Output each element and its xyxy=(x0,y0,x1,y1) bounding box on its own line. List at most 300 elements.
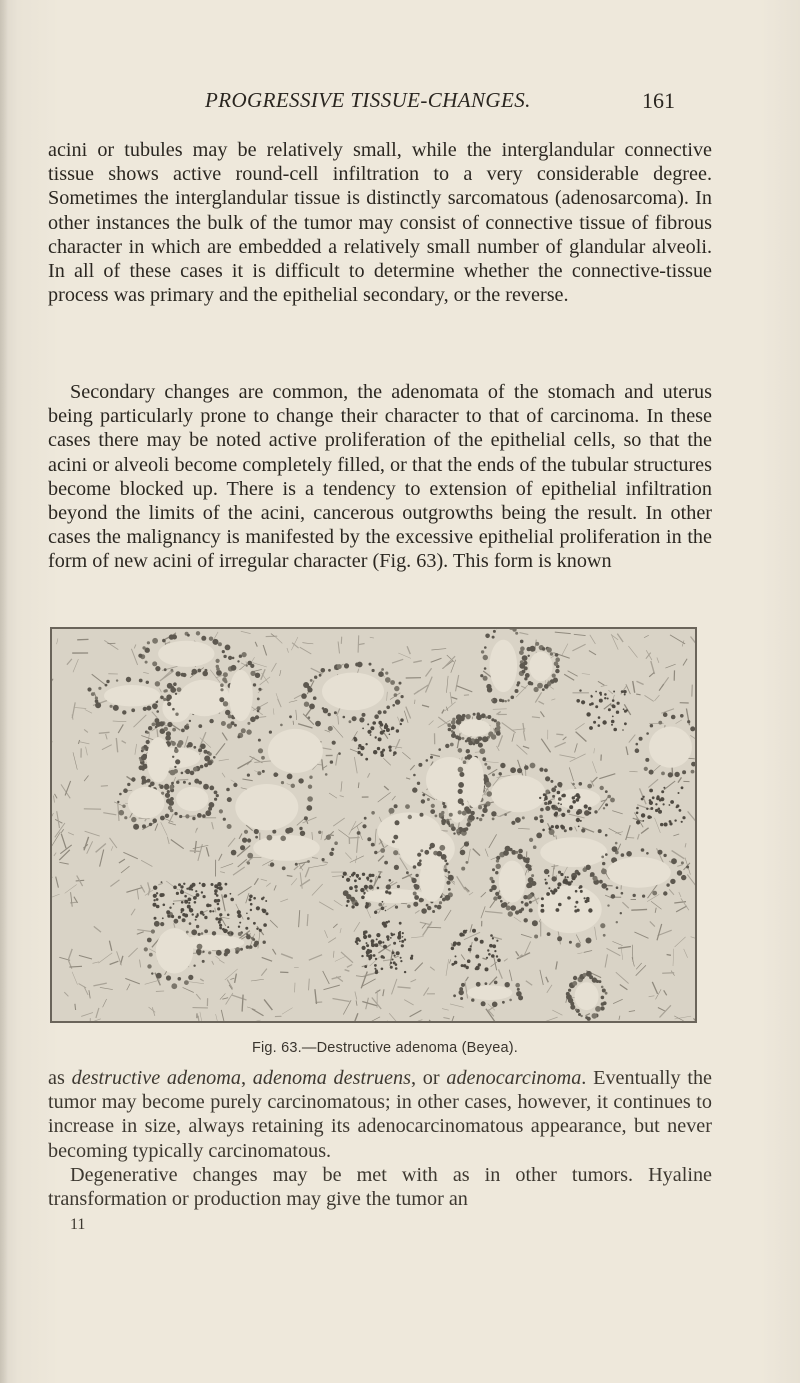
epithelial-cell xyxy=(497,726,501,730)
epithelial-cell xyxy=(601,856,604,859)
epithelial-cell xyxy=(446,863,449,866)
epithelial-cell xyxy=(197,952,201,956)
epithelial-cell xyxy=(273,772,278,777)
running-title: PROGRESSIVE TISSUE-CHANGES. xyxy=(205,88,531,112)
epithelial-cell xyxy=(663,891,667,895)
epithelial-cell xyxy=(621,853,625,857)
epithelial-cell xyxy=(621,892,624,895)
epithelial-cell xyxy=(200,744,206,750)
cluster-cell xyxy=(211,883,214,886)
epithelial-cell xyxy=(152,703,158,709)
epithelial-cell xyxy=(496,864,501,869)
epithelial-cell xyxy=(181,729,185,733)
epithelial-cell xyxy=(246,945,250,949)
epithelial-cell xyxy=(573,976,577,980)
epithelial-cell xyxy=(401,695,404,698)
cluster-cell xyxy=(153,903,157,907)
epithelial-cell xyxy=(119,793,122,796)
epithelial-cell xyxy=(249,945,253,949)
epithelial-cell xyxy=(168,800,174,806)
epithelial-cell xyxy=(690,726,695,731)
epithelial-cell xyxy=(687,720,690,723)
epithelial-cell xyxy=(595,1006,601,1012)
epithelial-cell xyxy=(172,756,174,758)
cluster-cell xyxy=(569,827,573,831)
epithelial-cell xyxy=(485,634,490,639)
cluster-cell xyxy=(649,801,653,805)
cluster-cell xyxy=(382,922,386,926)
cluster-cell xyxy=(486,957,488,959)
cluster-cell xyxy=(641,813,645,817)
cluster-cell xyxy=(399,931,401,933)
epithelial-cell xyxy=(397,885,400,888)
epithelial-cell xyxy=(208,807,212,811)
epithelial-cell xyxy=(188,782,191,785)
epithelial-cell xyxy=(253,943,257,947)
cluster-cell xyxy=(262,909,265,912)
epithelial-cell xyxy=(269,731,272,734)
cluster-cell xyxy=(584,804,588,808)
epithelial-cell xyxy=(394,804,398,808)
epithelial-cell xyxy=(223,655,226,658)
cluster-cell xyxy=(256,906,260,910)
epithelial-cell xyxy=(421,799,425,803)
cluster-cell xyxy=(217,907,220,910)
epithelial-cell xyxy=(530,763,536,769)
cluster-cell xyxy=(184,914,188,918)
epithelial-cell xyxy=(216,659,220,663)
epithelial-cell xyxy=(313,696,317,700)
cluster-cell xyxy=(558,903,562,907)
epithelial-cell xyxy=(182,673,186,677)
epithelial-cell xyxy=(590,872,595,877)
epithelial-cell xyxy=(301,693,307,699)
epithelial-cell xyxy=(605,834,608,837)
epithelial-cell xyxy=(165,689,168,692)
cluster-cell xyxy=(362,728,364,730)
epithelial-cell xyxy=(160,922,164,926)
cluster-cell xyxy=(227,932,230,935)
epithelial-cell xyxy=(187,742,192,747)
epithelial-cell xyxy=(395,906,398,909)
cluster-cell xyxy=(259,929,262,932)
cluster-cell xyxy=(650,807,653,810)
cluster-cell xyxy=(250,909,252,911)
epithelial-cell xyxy=(666,883,669,886)
cluster-cell xyxy=(602,720,606,724)
epithelial-cell xyxy=(479,748,485,754)
epithelial-cell xyxy=(298,778,303,783)
cluster-cell xyxy=(250,903,253,906)
cluster-cell xyxy=(647,815,651,819)
epithelial-cell xyxy=(515,817,521,823)
cluster-cell xyxy=(375,969,378,972)
epithelial-cell xyxy=(603,934,606,937)
epithelial-cell xyxy=(198,933,201,936)
epithelial-cell xyxy=(438,748,441,751)
epithelial-cell xyxy=(357,662,363,668)
epithelial-cell xyxy=(420,813,424,817)
acinus-lumen xyxy=(158,641,214,667)
epithelial-cell xyxy=(466,822,471,827)
acinus-lumen xyxy=(229,670,253,721)
cluster-cell xyxy=(613,691,615,693)
epithelial-cell xyxy=(616,886,619,889)
cluster-cell xyxy=(557,882,561,886)
cluster-cell xyxy=(363,935,367,939)
epithelial-cell xyxy=(507,699,509,701)
epithelial-cell xyxy=(545,776,550,781)
epithelial-cell xyxy=(208,951,211,954)
cluster-cell xyxy=(678,792,680,794)
epithelial-cell xyxy=(505,700,507,702)
cluster-cell xyxy=(541,904,544,907)
epithelial-cell xyxy=(616,921,618,923)
epithelial-cell xyxy=(524,918,528,922)
cluster-cell xyxy=(376,933,380,937)
cluster-cell xyxy=(178,883,181,886)
epithelial-cell xyxy=(314,676,317,679)
epithelial-cell xyxy=(602,862,605,865)
epithelial-cell xyxy=(451,730,454,733)
epithelial-cell xyxy=(159,721,164,726)
cluster-cell xyxy=(593,721,596,724)
epithelial-cell xyxy=(566,992,570,996)
epithelial-cell xyxy=(247,774,250,777)
epithelial-cell xyxy=(412,878,417,883)
epithelial-cell xyxy=(599,880,603,884)
cluster-cell xyxy=(230,898,234,902)
epithelial-cell xyxy=(175,713,178,716)
cluster-cell xyxy=(669,804,671,806)
cluster-cell xyxy=(253,897,256,900)
cluster-cell xyxy=(365,743,367,745)
epithelial-cell xyxy=(231,665,237,671)
cluster-cell xyxy=(599,699,603,703)
epithelial-cell xyxy=(227,723,232,728)
cluster-cell xyxy=(580,890,583,893)
cluster-cell xyxy=(219,886,223,890)
epithelial-cell xyxy=(287,774,293,780)
epithelial-cell xyxy=(471,998,474,1001)
cluster-cell xyxy=(545,796,547,798)
cluster-cell xyxy=(617,702,620,705)
epithelial-cell xyxy=(261,756,265,760)
cluster-cell xyxy=(588,807,592,811)
term-adenocarcinoma: adenocarcinoma xyxy=(446,1067,582,1089)
cluster-cell xyxy=(400,957,402,959)
cluster-cell xyxy=(375,736,377,738)
epithelial-cell xyxy=(237,735,240,738)
epithelial-cell xyxy=(263,941,266,944)
epithelial-cell xyxy=(162,639,166,643)
epithelial-cell xyxy=(677,870,682,875)
cluster-cell xyxy=(613,728,617,732)
epithelial-cell xyxy=(466,714,471,719)
epithelial-cell xyxy=(338,752,341,755)
epithelial-cell xyxy=(448,871,451,874)
epithelial-cell xyxy=(413,892,417,896)
cluster-cell xyxy=(358,744,361,747)
epithelial-cell xyxy=(466,861,469,864)
epithelial-cell xyxy=(681,875,686,880)
epithelial-cell xyxy=(329,852,333,856)
epithelial-cell xyxy=(529,838,533,842)
cluster-cell xyxy=(365,758,368,761)
cluster-cell xyxy=(366,942,368,944)
epithelial-cell xyxy=(490,877,494,881)
epithelial-cell xyxy=(185,769,190,774)
epithelial-cell xyxy=(496,731,501,736)
epithelial-cell xyxy=(491,885,497,891)
epithelial-cell xyxy=(197,669,201,673)
cluster-cell xyxy=(246,913,248,915)
cluster-cell xyxy=(214,889,218,893)
cluster-cell xyxy=(237,910,241,914)
epithelial-cell xyxy=(225,710,230,715)
cluster-cell xyxy=(392,951,395,954)
cluster-cell xyxy=(488,953,491,956)
cluster-cell xyxy=(578,826,580,828)
epithelial-cell xyxy=(145,661,148,664)
epithelial-cell xyxy=(146,706,151,711)
cluster-cell xyxy=(346,878,350,882)
cluster-cell xyxy=(569,805,573,809)
epithelial-cell xyxy=(362,713,366,717)
cluster-cell xyxy=(387,938,390,941)
epithelial-cell xyxy=(209,786,214,791)
cluster-cell xyxy=(492,937,494,939)
epithelial-cell xyxy=(528,877,534,883)
cluster-cell xyxy=(377,887,380,890)
epithelial-cell xyxy=(299,827,302,830)
cluster-cell xyxy=(595,705,598,708)
cluster-cell xyxy=(389,879,392,882)
cluster-cell xyxy=(183,883,185,885)
epithelial-cell xyxy=(671,858,677,864)
epithelial-cell xyxy=(652,891,657,896)
epithelial-cell xyxy=(170,797,174,801)
epithelial-cell xyxy=(439,901,442,904)
epithelial-cell xyxy=(383,710,387,714)
epithelial-cell xyxy=(555,653,559,657)
epithelial-cell xyxy=(380,848,385,853)
epithelial-cell xyxy=(481,814,484,817)
epithelial-cell xyxy=(367,837,371,841)
epithelial-cell xyxy=(522,655,528,661)
epithelial-cell xyxy=(247,838,251,842)
cluster-cell xyxy=(224,894,227,897)
cluster-cell xyxy=(166,910,170,914)
cluster-cell xyxy=(354,879,357,882)
cluster-cell xyxy=(239,922,241,924)
epithelial-cell xyxy=(204,669,207,672)
epithelial-cell xyxy=(221,721,226,726)
epithelial-cell xyxy=(557,936,562,941)
cluster-cell xyxy=(390,937,392,939)
epithelial-cell xyxy=(476,817,478,819)
cluster-cell xyxy=(383,730,385,732)
epithelial-cell xyxy=(636,743,639,746)
epithelial-cell xyxy=(533,845,537,849)
epithelial-cell xyxy=(606,888,609,891)
cluster-cell xyxy=(400,718,403,721)
epithelial-cell xyxy=(484,667,487,670)
cluster-cell xyxy=(591,702,594,705)
cluster-cell xyxy=(485,967,489,971)
epithelial-cell xyxy=(523,661,527,665)
cluster-cell xyxy=(247,917,250,920)
epithelial-cell xyxy=(600,786,604,790)
epithelial-cell xyxy=(328,726,333,731)
epithelial-cell xyxy=(476,982,481,987)
epithelial-cell xyxy=(579,782,583,786)
epithelial-cell xyxy=(394,693,398,697)
cluster-cell xyxy=(385,910,387,912)
epithelial-cell xyxy=(184,980,189,985)
epithelial-cell xyxy=(531,874,534,877)
cluster-cell xyxy=(388,920,390,922)
epithelial-cell xyxy=(520,640,524,644)
cluster-cell xyxy=(154,917,157,920)
epithelial-cell xyxy=(330,760,333,763)
cluster-cell xyxy=(181,901,184,904)
cluster-cell xyxy=(156,898,159,901)
epithelial-cell xyxy=(250,664,254,668)
cluster-cell xyxy=(366,944,369,947)
cluster-cell xyxy=(579,885,582,888)
cluster-cell xyxy=(206,904,210,908)
epithelial-cell xyxy=(551,787,556,792)
epithelial-cell xyxy=(328,713,331,716)
epithelial-cell xyxy=(117,801,119,803)
epithelial-cell xyxy=(186,724,189,727)
epithelial-cell xyxy=(126,677,131,682)
cluster-cell xyxy=(197,913,199,915)
epithelial-cell xyxy=(555,657,560,662)
epithelial-cell xyxy=(515,983,520,988)
acinus-lumen xyxy=(491,775,546,812)
epithelial-cell xyxy=(465,756,468,759)
cluster-cell xyxy=(544,879,546,881)
cluster-cell xyxy=(366,877,369,880)
cluster-cell xyxy=(162,917,164,919)
epithelial-cell xyxy=(473,713,476,716)
epithelial-cell xyxy=(569,941,572,944)
p3-prefix: as xyxy=(48,1067,72,1089)
cluster-cell xyxy=(188,902,190,904)
cluster-cell xyxy=(548,800,552,804)
epithelial-cell xyxy=(143,754,146,757)
epithelial-cell xyxy=(511,821,515,825)
epithelial-cell xyxy=(91,692,95,696)
cluster-cell xyxy=(555,825,559,829)
epithelial-cell xyxy=(343,716,346,719)
epithelial-cell xyxy=(485,716,487,718)
term-adenoma-destruens: adenoma destruens xyxy=(252,1067,411,1089)
epithelial-cell xyxy=(594,810,597,813)
epithelial-cell xyxy=(601,869,607,875)
cluster-cell xyxy=(591,695,593,697)
epithelial-cell xyxy=(213,639,219,645)
epithelial-cell xyxy=(209,637,213,641)
epithelial-cell xyxy=(446,881,450,885)
cluster-cell xyxy=(549,827,552,830)
epithelial-cell xyxy=(478,743,483,748)
epithelial-cell xyxy=(174,919,179,924)
epithelial-cell xyxy=(413,865,417,869)
epithelial-cell xyxy=(198,748,202,752)
epithelial-cell xyxy=(165,735,171,741)
epithelial-cell xyxy=(164,668,167,671)
acinus-lumen xyxy=(459,719,491,736)
acinus-lumen xyxy=(104,685,160,706)
epithelial-cell xyxy=(607,904,609,906)
cluster-cell xyxy=(589,726,593,730)
cluster-cell xyxy=(161,881,163,883)
acinus-lumen xyxy=(540,837,607,867)
epithelial-cell xyxy=(592,1013,598,1019)
cluster-cell xyxy=(217,903,220,906)
epithelial-cell xyxy=(491,699,494,702)
epithelial-cell xyxy=(389,808,395,814)
cluster-cell xyxy=(361,955,363,957)
epithelial-cell xyxy=(386,884,391,889)
epithelial-cell xyxy=(564,829,567,832)
epithelial-cell xyxy=(272,830,276,834)
cluster-cell xyxy=(265,900,267,902)
cluster-cell xyxy=(389,734,391,736)
epithelial-cell xyxy=(122,805,125,808)
epithelial-cell xyxy=(479,818,482,821)
epithelial-cell xyxy=(193,965,195,967)
epithelial-cell xyxy=(671,715,676,720)
cluster-cell xyxy=(373,954,376,957)
epithelial-cell xyxy=(567,810,570,813)
epithelial-cell xyxy=(478,805,482,809)
epithelial-cell xyxy=(458,767,464,773)
epithelial-cell xyxy=(141,782,144,785)
epithelial-cell xyxy=(528,681,532,685)
epithelial-cell xyxy=(529,865,532,868)
epithelial-cell xyxy=(166,975,171,980)
cluster-cell xyxy=(153,886,157,890)
cluster-cell xyxy=(478,963,481,966)
epithelial-cell xyxy=(544,684,549,689)
p3-sep-1: , xyxy=(240,1067,253,1089)
epithelial-cell xyxy=(465,740,468,743)
epithelial-cell xyxy=(357,831,361,835)
epithelial-cell xyxy=(424,850,429,855)
epithelial-cell xyxy=(328,669,331,672)
epithelial-cell xyxy=(540,808,544,812)
epithelial-cell xyxy=(193,746,196,749)
epithelial-cell xyxy=(331,848,334,851)
epithelial-cell xyxy=(151,972,153,974)
cluster-cell xyxy=(670,800,674,804)
cluster-cell xyxy=(153,899,155,901)
epithelial-cell xyxy=(147,779,151,783)
cluster-cell xyxy=(453,941,457,945)
cluster-cell xyxy=(367,730,371,734)
cluster-cell xyxy=(399,922,402,925)
epithelial-cell xyxy=(408,815,412,819)
epithelial-cell xyxy=(463,760,467,764)
cluster-cell xyxy=(194,901,197,904)
cluster-cell xyxy=(487,949,489,951)
epithelial-cell xyxy=(139,765,144,770)
epithelial-cell xyxy=(369,663,372,666)
